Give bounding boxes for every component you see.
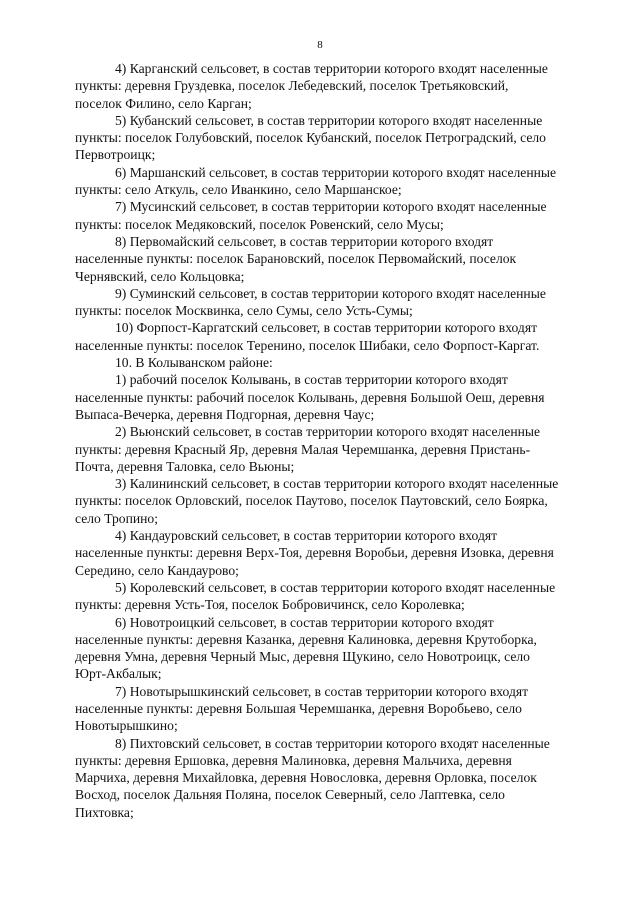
paragraph-kubansky: 5) Кубанский сельсовет, в состав территории которого входят населенные пункты: поселок Голубовский, поселок Кубанский, поселок Петроградский, село Первотроицк; <box>75 112 546 163</box>
paragraph-marshansky: 6) Маршанский сельсовет, в состав территории которого входят населенные пункты: село Аткуль, село Иванкино, село Маршанское; <box>75 164 557 198</box>
paragraph-kandaurovsky: 4) Кандауровский сельсовет, в состав территории которого входят населенные пункты: деревня Верх-Тоя, деревня Воробьи, деревня Изовка, деревня Середино, село Кандаурово; <box>75 528 554 578</box>
paragraph-novotyryshkinsky: 7) Новотырышкинский сельсовет, в состав территории которого входят населенные пункты: деревня Большая Черемшанка, деревня Воробьево, село Новотырышкино; <box>75 683 529 734</box>
paragraph-pervomaysky: 8) Первомайский сельсовет, в состав территории которого входят населенные пункты: поселок Барановский, поселок Первомайский, поселок Чернявский, село Кольцовка; <box>75 233 517 284</box>
paragraph-vyunsky: 2) Вьюнский сельсовет, в состав территории которого входят населенные пункты: деревня Красный Яр, деревня Малая Черемшанка, деревня Пристань- Почта, деревня Таловка, село Вьюны; <box>75 424 541 474</box>
paragraph-pikhtovsky: 8) Пихтовский сельсовет, в состав территории которого входят населенные пункты: деревня Ершовка, деревня Малиновка, деревня Мальчиха, деревня Марчиха, деревня Михайловка, деревня Новословка, деревня Орловка, поселок Восход, поселок Дальняя Поляна, поселок Северный, село Лаптевка, село Пихтовка; <box>75 735 550 820</box>
paragraph-forpost-kargatsky: 10) Форпост-Каргатский сельсовет, в состав территории которого входят населенные пункты: поселок Теренино, поселок Шибаки, село Форпост-Каргат. <box>75 320 540 353</box>
paragraph-kargansky: 4) Карганский сельсовет, в состав территории которого входят населенные пункты: деревня Груздевка, поселок Лебедевский, поселок Третьяковский, поселок Филино, село Карган; <box>75 61 548 111</box>
document-body <box>75 60 607 821</box>
paragraph-kalininsky: 3) Калининский сельсовет, в состав территории которого входят населенные пункты: поселок Орловский, поселок Паутово, поселок Паутовский, село Боярка, село Тропино; <box>75 476 559 526</box>
paragraph-korolevsky: 5) Королевский сельсовет, в состав территории которого входят населенные пункты: деревня Усть-Тоя, поселок Бобровичинск, село Королевка; <box>75 579 556 613</box>
paragraph-suminsky: 9) Суминский сельсовет, в состав территории которого входят населенные пункты: поселок Москвинка, село Сумы, село Усть-Сумы; <box>75 285 546 319</box>
paragraph-musinsky: 7) Мусинский сельсовет, в состав территории которого входят населенные пункты: поселок Медяковский, поселок Ровенский, село Мусы; <box>75 199 547 232</box>
paragraph-kolyvan: 1) рабочий поселок Колывань, в состав территории которого входят населенные пункты: рабочий поселок Колывань, деревня Большой Оеш, деревня Выпаса-Вечерка, деревня Подгорная, деревня Чаус; <box>75 372 545 422</box>
paragraph-novotroitsky: 6) Новотроицкий сельсовет, в состав территории которого входят населенные пункты: деревня Казанка, деревня Калиновка, деревня Крутоборка, деревня Умна, деревня Черный Мыс, деревня Щукино, село Новотроицк, село Юрт-Акбалык; <box>75 614 537 682</box>
section-heading-kolyvansky: 10. В Колыванском районе: <box>115 355 273 371</box>
page-number: 8 <box>317 39 323 51</box>
